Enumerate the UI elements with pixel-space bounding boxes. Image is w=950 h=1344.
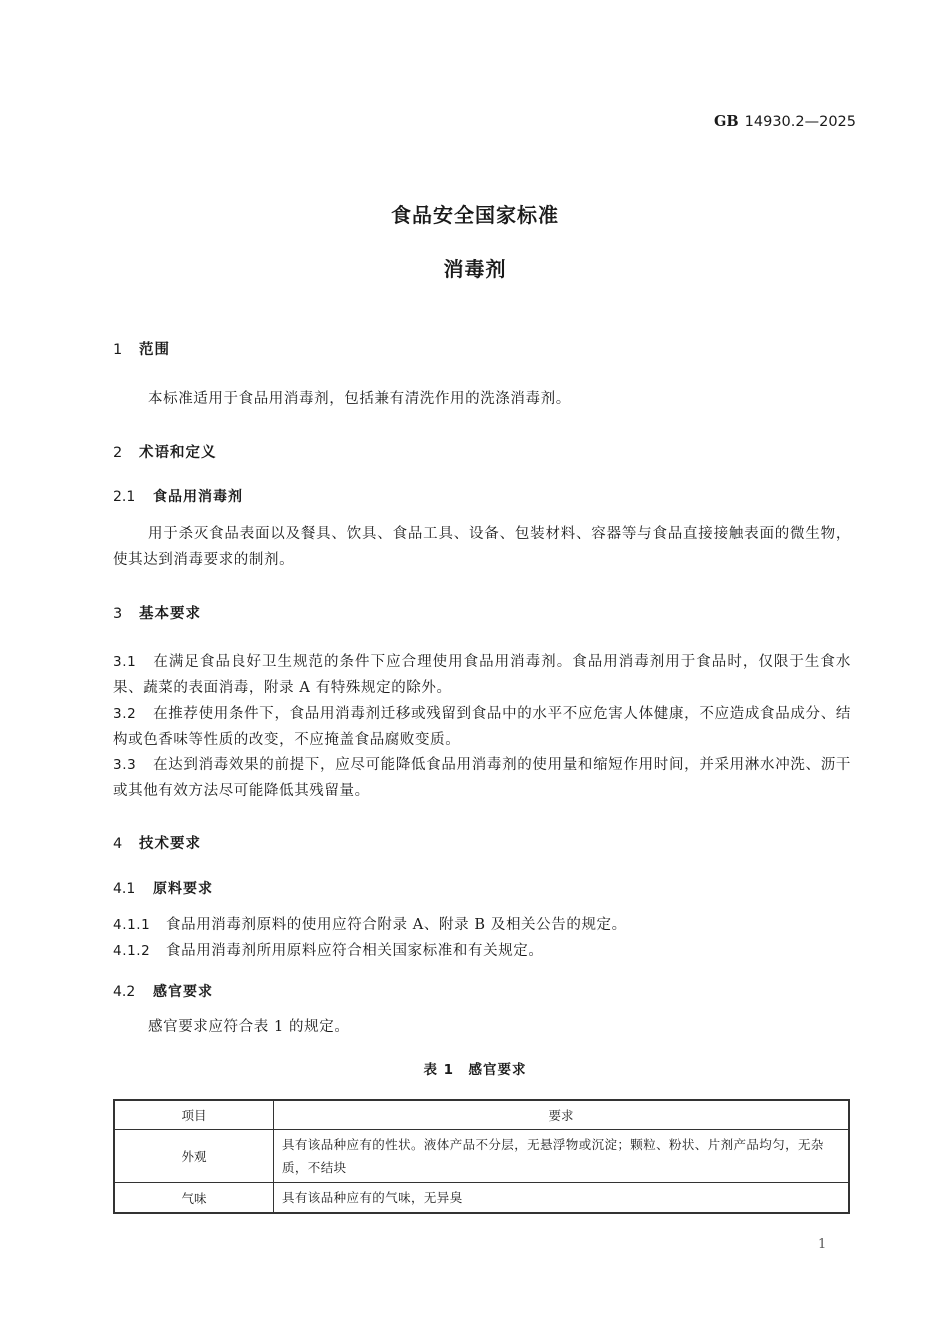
subsection-heading	[113, 878, 213, 898]
clause-text: 在推荐使用条件下，食品用消毒剂迁移或残留到食品中的水平不应危害人体健康，不应造成食品成分、结构或色香味等性质的改变，不应掩盖食品腐败变质。	[113, 706, 851, 748]
clause-number: 4.1.2	[113, 943, 151, 959]
subsection-number: 4.1	[113, 881, 136, 897]
section-heading	[113, 338, 170, 359]
subsection-number: 2.1	[113, 489, 136, 505]
paragraph: 本标准适用于食品用消毒剂，包括兼有清洗作用的洗涤消毒剂。	[148, 391, 571, 407]
clause-text: 食品用消毒剂所用原料应符合相关国家标准和有关规定。	[166, 943, 544, 959]
subsection-title: 感官要求	[153, 984, 213, 1000]
clause	[113, 752, 851, 804]
paragraph: 感官要求应符合表 1 的规定。	[148, 1019, 350, 1035]
table-cell-item: 气味	[114, 1183, 274, 1214]
requirements-table	[113, 1099, 850, 1214]
table-cell-item: 外观	[114, 1130, 274, 1183]
subsection-title: 食品用消毒剂	[153, 489, 243, 505]
page-number: 1	[818, 1237, 827, 1252]
subsection-number: 4.2	[113, 984, 136, 1000]
section-title: 术语和定义	[139, 445, 217, 461]
table-row	[114, 1183, 849, 1214]
standard-prefix: GB	[714, 113, 739, 130]
section-title: 技术要求	[139, 836, 201, 852]
section-heading	[113, 441, 217, 462]
clause	[113, 938, 851, 964]
section-number: 1	[113, 342, 124, 358]
section-heading	[113, 602, 201, 623]
clause-number: 4.1.1	[113, 917, 151, 933]
clause-number: 3.1	[113, 654, 137, 670]
clause-text: 在达到消毒效果的前提下，应尽可能降低食品用消毒剂的使用量和缩短作用时间，并采用淋水冲洗、沥干或其他有效方法尽可能降低其残留量。	[113, 757, 851, 799]
table-header-row	[114, 1100, 849, 1130]
clause	[113, 912, 851, 938]
clause-text: 食品用消毒剂原料的使用应符合附录 A、附录 B 及相关公告的规定。	[166, 917, 627, 933]
table-cell-requirement: 具有该品种应有的气味，无异臭	[274, 1183, 850, 1214]
clause-number: 3.2	[113, 706, 137, 722]
document-subtitle: 消毒剂	[443, 257, 507, 281]
table-caption: 表 1 感官要求	[423, 1062, 527, 1078]
paragraph: 用于杀灭食品表面以及餐具、饮具、食品工具、设备、包装材料、容器等与食品直接接触表面的微生物，使其达到消毒要求的制剂。	[113, 526, 851, 568]
section-number: 3	[113, 606, 124, 622]
section-title: 基本要求	[139, 606, 201, 622]
table-row	[114, 1130, 849, 1183]
document-title: 食品安全国家标准	[391, 203, 559, 227]
section-title: 范围	[139, 342, 170, 358]
subsection-title: 原料要求	[153, 881, 213, 897]
section-number: 2	[113, 445, 124, 461]
clause-number: 3.3	[113, 757, 137, 773]
subsection-heading	[113, 486, 243, 506]
section-number: 4	[113, 836, 124, 852]
table-cell-requirement: 具有该品种应有的性状。液体产品不分层，无悬浮物或沉淀；颗粒、粉状、片剂产品均匀，无杂质，不结块	[274, 1130, 850, 1183]
standard-number: 14930.2—2025	[744, 114, 857, 130]
clause	[113, 701, 851, 753]
table-header-cell: 要求	[274, 1100, 850, 1130]
subsection-heading	[113, 981, 213, 1001]
section-heading	[113, 832, 201, 853]
clause	[113, 649, 851, 701]
clause-text: 在满足食品良好卫生规范的条件下应合理使用食品用消毒剂。食品用消毒剂用于食品时，仅限于生食水果、蔬菜的表面消毒，附录 A 有特殊规定的除外。	[113, 654, 851, 696]
standard-code	[714, 113, 856, 130]
table-header-cell: 项目	[114, 1100, 274, 1130]
